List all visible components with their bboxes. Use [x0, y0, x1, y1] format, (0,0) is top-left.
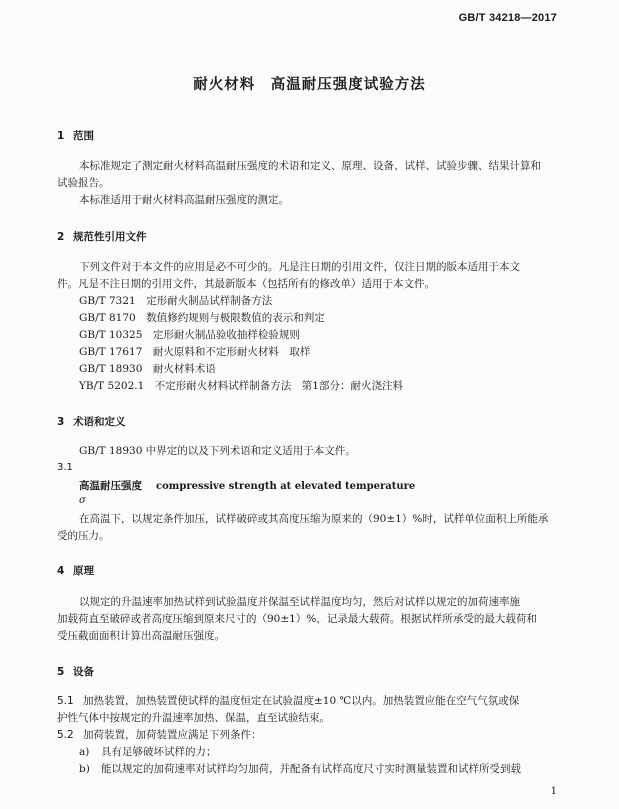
reference-item: GB/T 17617 耐火原料和不定形耐火材料 取样 [79, 346, 311, 358]
section-number: 2 [57, 231, 65, 243]
reference-item: GB/T 10325 定形耐火制品验收抽样检验规则 [79, 329, 300, 341]
term-chinese: 高温耐压强度 [79, 480, 142, 492]
clause-number: 3.1 [57, 462, 73, 473]
paragraph-line: 加载荷直至破碎或者高度压缩到原来尺寸的（90±1）%，记录最大载荷。根据试样所承受的最大载荷和 [57, 613, 537, 625]
clause-5-1 [57, 693, 519, 708]
paragraph-line: 受压截面面积计算出高温耐压强度。 [57, 630, 225, 642]
clause-text: 加荷装置，加荷装置应满足下列条件： [83, 729, 262, 741]
section-heading-apparatus [57, 664, 94, 679]
clause-number: 5.2 [57, 729, 74, 741]
paragraph-line: 下列文件对于本文件的应用是必不可少的。凡是注日期的引用文件，仅注日期的版本适用于本文 [79, 261, 520, 273]
reference-item: GB/T 7321 定形耐火制品试样制备方法 [79, 295, 273, 307]
term-entry [79, 478, 415, 493]
paragraph-line: 以规定的升温速率加热试样到试验温度并保温至试样温度均匀，然后对试样以规定的加荷速率施 [79, 596, 520, 608]
reference-item: YB/T 5202.1 不定形耐火材料试样制备方法 第1部分：耐火浇注料 [79, 380, 403, 392]
list-marker: a) [79, 746, 90, 758]
list-item-text: 具有足够破坏试样的力； [101, 746, 217, 758]
paragraph-line: 本标准适用于耐火材料高温耐压强度的测定。 [79, 194, 289, 206]
section-heading-scope [57, 128, 94, 143]
paragraph-line: 本标准规定了测定耐火材料高温耐压强度的术语和定义、原理、设备、试样、试验步骤、结果计算和 [79, 160, 541, 172]
section-title: 范围 [73, 130, 94, 142]
paragraph-line: 件。凡是不注日期的引用文件，其最新版本（包括所有的修改单）适用于本文件。 [57, 278, 435, 290]
term-english: compressive strength at elevated temperature [156, 481, 416, 492]
section-heading-terms [57, 414, 126, 429]
section-heading-normative-references [57, 229, 147, 244]
reference-item: GB/T 8170 数值修约规则与极限数值的表示和判定 [79, 312, 325, 324]
clause-text: 加热装置，加热装置使试样的温度恒定在试验温度±10 ℃以内。加热装置应能在空气气氛或保 [83, 695, 520, 707]
standard-code: GB/T 34218—2017 [458, 12, 557, 24]
page-number: 1 [550, 786, 557, 797]
clause-number: 5.1 [57, 695, 74, 707]
clause-5-2 [57, 727, 262, 742]
section-title: 原理 [73, 565, 94, 577]
list-item [79, 761, 521, 776]
section-title: 设备 [73, 666, 94, 678]
section-heading-principle [57, 563, 94, 578]
section-number: 5 [57, 666, 65, 678]
section-number: 4 [57, 565, 65, 577]
list-marker: b) [79, 763, 90, 775]
reference-item: GB/T 18930 耐火材料术语 [79, 363, 216, 375]
section-number: 3 [57, 416, 65, 428]
document-title: 耐火材料 高温耐压强度试验方法 [193, 77, 426, 93]
section-title: 规范性引用文件 [73, 231, 147, 243]
section-title: 术语和定义 [73, 416, 126, 428]
term-symbol: σ [79, 495, 86, 506]
paragraph-line: 护性气体中按规定的升温速率加热、保温，直至试验结束。 [57, 712, 330, 724]
list-item [79, 744, 217, 759]
paragraph-line: 试验报告。 [57, 177, 110, 189]
definition-line: 在高温下，以规定条件加压，试样破碎或其高度压缩为原来的（90±1）%时，试样单位面积上所能承 [79, 513, 549, 525]
list-item-text: 能以规定的加荷速率对试样均匀加荷，并配备有试样高度尺寸实时测量装置和试样所受到载 [101, 763, 521, 775]
definition-line: 受的压力。 [57, 530, 110, 542]
section-number: 1 [57, 130, 65, 142]
paragraph-line: GB/T 18930 中界定的以及下列术语和定义适用于本文件。 [79, 445, 356, 457]
